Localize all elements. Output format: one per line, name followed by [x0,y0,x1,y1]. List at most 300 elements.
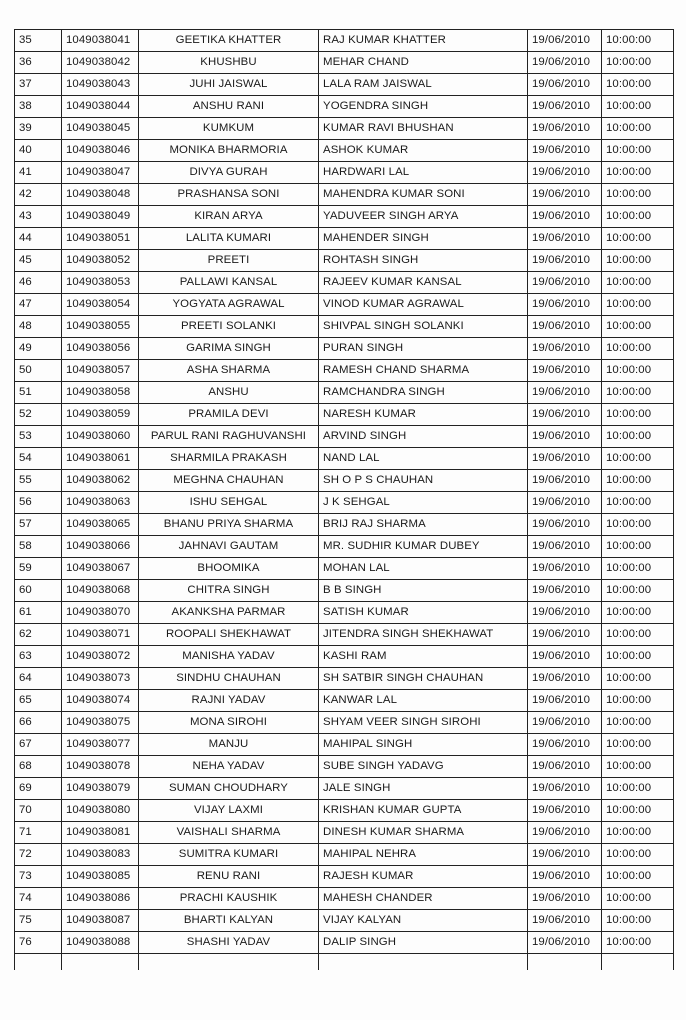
serial-number-cell: 40 [15,140,62,162]
roll-number-cell: 1049038083 [62,844,139,866]
candidate-name-cell: KUMKUM [139,118,319,140]
exam-date-cell: 19/06/2010 [528,316,602,338]
table-row [15,96,674,118]
father-name-cell: BRIJ RAJ SHARMA [319,514,528,536]
father-name-cell: MAHENDER SINGH [319,228,528,250]
exam-date-cell: 19/06/2010 [528,52,602,74]
serial-number-cell: 43 [15,206,62,228]
candidate-name-cell: GARIMA SINGH [139,338,319,360]
roll-number-cell: 1049038078 [62,756,139,778]
candidate-name-cell: ISHU SEHGAL [139,492,319,514]
candidate-name-cell: SHASHI YADAV [139,932,319,954]
exam-date-cell: 19/06/2010 [528,162,602,184]
exam-date-cell: 19/06/2010 [528,800,602,822]
candidate-name-cell: SINDHU CHAUHAN [139,668,319,690]
exam-time-cell: 10:00:00 [602,844,674,866]
table-row [15,712,674,734]
candidate-name-cell: BHARTI KALYAN [139,910,319,932]
candidate-name-cell: SHARMILA PRAKASH [139,448,319,470]
table-row [15,536,674,558]
exam-date-cell: 19/06/2010 [528,822,602,844]
table-row [15,140,674,162]
serial-number-cell: 69 [15,778,62,800]
exam-time-cell: 10:00:00 [602,778,674,800]
exam-time-cell: 10:00:00 [602,668,674,690]
father-name-cell: DINESH KUMAR SHARMA [319,822,528,844]
exam-time-cell: 10:00:00 [602,52,674,74]
father-name-cell: RAMCHANDRA SINGH [319,382,528,404]
table-row [15,448,674,470]
father-name-cell: YADUVEER SINGH ARYA [319,206,528,228]
candidate-name-cell: KHUSHBU [139,52,319,74]
roll-number-cell: 1049038087 [62,910,139,932]
exam-time-cell: 10:00:00 [602,228,674,250]
table-row [15,184,674,206]
roll-number-cell: 1049038081 [62,822,139,844]
serial-number-cell: 71 [15,822,62,844]
table-row [15,690,674,712]
table-row [15,888,674,910]
exam-date-cell: 19/06/2010 [528,932,602,954]
table-row [15,646,674,668]
table-row [15,800,674,822]
exam-date-cell: 19/06/2010 [528,382,602,404]
roll-number-cell: 1049038060 [62,426,139,448]
table-row [15,668,674,690]
roll-number-cell: 1049038072 [62,646,139,668]
roll-number-cell: 1049038080 [62,800,139,822]
exam-date-cell: 19/06/2010 [528,690,602,712]
father-name-cell: RAMESH CHAND SHARMA [319,360,528,382]
father-name-cell: HARDWARI LAL [319,162,528,184]
exam-date-cell: 19/06/2010 [528,140,602,162]
candidate-name-cell: ROOPALI SHEKHAWAT [139,624,319,646]
table-row [15,558,674,580]
candidate-name-cell: SUMAN CHOUDHARY [139,778,319,800]
serial-number-cell: 35 [15,30,62,52]
serial-number-cell: 47 [15,294,62,316]
exam-date-cell: 19/06/2010 [528,558,602,580]
father-name-cell: MAHESH CHANDER [319,888,528,910]
serial-number-cell: 37 [15,74,62,96]
candidate-name-cell: VIJAY LAXMI [139,800,319,822]
serial-number-cell: 46 [15,272,62,294]
exam-date-cell: 19/06/2010 [528,294,602,316]
exam-time-cell: 10:00:00 [602,734,674,756]
table-row [15,52,674,74]
serial-number-cell: 49 [15,338,62,360]
candidate-name-cell: RENU RANI [139,866,319,888]
empty-cell [602,954,674,970]
exam-date-cell: 19/06/2010 [528,118,602,140]
roll-number-cell: 1049038056 [62,338,139,360]
exam-time-cell: 10:00:00 [602,404,674,426]
exam-date-cell: 19/06/2010 [528,470,602,492]
roll-number-cell: 1049038051 [62,228,139,250]
table-row [15,844,674,866]
candidate-name-cell: ANSHU RANI [139,96,319,118]
father-name-cell: KUMAR RAVI BHUSHAN [319,118,528,140]
candidate-name-cell: MONA SIROHI [139,712,319,734]
exam-time-cell: 10:00:00 [602,118,674,140]
exam-time-cell: 10:00:00 [602,558,674,580]
exam-time-cell: 10:00:00 [602,162,674,184]
father-name-cell: DALIP SINGH [319,932,528,954]
roll-number-cell: 1049038044 [62,96,139,118]
candidate-table-body [15,30,674,970]
exam-time-cell: 10:00:00 [602,536,674,558]
candidate-name-cell: DIVYA GURAH [139,162,319,184]
candidate-name-cell: BHOOMIKA [139,558,319,580]
exam-time-cell: 10:00:00 [602,426,674,448]
candidate-name-cell: JAHNAVI GAUTAM [139,536,319,558]
exam-time-cell: 10:00:00 [602,272,674,294]
roll-number-cell: 1049038068 [62,580,139,602]
roll-number-cell: 1049038067 [62,558,139,580]
father-name-cell: MR. SUDHIR KUMAR DUBEY [319,536,528,558]
serial-number-cell: 42 [15,184,62,206]
table-row [15,602,674,624]
table-row [15,910,674,932]
candidate-name-cell: PALLAWI KANSAL [139,272,319,294]
candidate-name-cell: PREETI [139,250,319,272]
table-row [15,426,674,448]
candidate-name-cell: PREETI SOLANKI [139,316,319,338]
roll-number-cell: 1049038073 [62,668,139,690]
father-name-cell: NARESH KUMAR [319,404,528,426]
roll-number-cell: 1049038045 [62,118,139,140]
serial-number-cell: 75 [15,910,62,932]
serial-number-cell: 54 [15,448,62,470]
father-name-cell: SHIVPAL SINGH SOLANKI [319,316,528,338]
candidate-name-cell: ANSHU [139,382,319,404]
serial-number-cell: 38 [15,96,62,118]
exam-date-cell: 19/06/2010 [528,30,602,52]
roll-number-cell: 1049038065 [62,514,139,536]
exam-time-cell: 10:00:00 [602,316,674,338]
candidate-name-cell: KIRAN ARYA [139,206,319,228]
roll-number-cell: 1049038061 [62,448,139,470]
table-row [15,866,674,888]
exam-time-cell: 10:00:00 [602,492,674,514]
candidate-name-cell: MEGHNA CHAUHAN [139,470,319,492]
serial-number-cell: 36 [15,52,62,74]
candidate-name-cell: ASHA SHARMA [139,360,319,382]
exam-time-cell: 10:00:00 [602,910,674,932]
roll-number-cell: 1049038063 [62,492,139,514]
roll-number-cell: 1049038047 [62,162,139,184]
serial-number-cell: 45 [15,250,62,272]
exam-date-cell: 19/06/2010 [528,756,602,778]
candidate-name-cell: GEETIKA KHATTER [139,30,319,52]
exam-date-cell: 19/06/2010 [528,250,602,272]
father-name-cell: SATISH KUMAR [319,602,528,624]
exam-time-cell: 10:00:00 [602,800,674,822]
candidate-name-cell: MANISHA YADAV [139,646,319,668]
table-row [15,822,674,844]
exam-date-cell: 19/06/2010 [528,844,602,866]
exam-time-cell: 10:00:00 [602,470,674,492]
candidate-name-cell: PRAMILA DEVI [139,404,319,426]
father-name-cell: RAJESH KUMAR [319,866,528,888]
table-row [15,470,674,492]
exam-time-cell: 10:00:00 [602,580,674,602]
serial-number-cell: 51 [15,382,62,404]
father-name-cell: MAHENDRA KUMAR SONI [319,184,528,206]
exam-date-cell: 19/06/2010 [528,338,602,360]
father-name-cell: RAJEEV KUMAR KANSAL [319,272,528,294]
serial-number-cell: 67 [15,734,62,756]
roll-number-cell: 1049038043 [62,74,139,96]
father-name-cell: PURAN SINGH [319,338,528,360]
father-name-cell: RAJ KUMAR KHATTER [319,30,528,52]
exam-time-cell: 10:00:00 [602,932,674,954]
serial-number-cell: 68 [15,756,62,778]
table-row [15,228,674,250]
exam-time-cell: 10:00:00 [602,338,674,360]
exam-date-cell: 19/06/2010 [528,778,602,800]
serial-number-cell: 64 [15,668,62,690]
exam-date-cell: 19/06/2010 [528,206,602,228]
table-row [15,30,674,52]
roll-number-cell: 1049038053 [62,272,139,294]
serial-number-cell: 50 [15,360,62,382]
exam-time-cell: 10:00:00 [602,756,674,778]
candidate-name-cell: RAJNI YADAV [139,690,319,712]
exam-date-cell: 19/06/2010 [528,602,602,624]
exam-date-cell: 19/06/2010 [528,888,602,910]
table-row [15,118,674,140]
empty-cell [139,954,319,970]
exam-date-cell: 19/06/2010 [528,184,602,206]
roll-number-cell: 1049038048 [62,184,139,206]
serial-number-cell: 56 [15,492,62,514]
empty-cell [528,954,602,970]
exam-date-cell: 19/06/2010 [528,492,602,514]
father-name-cell: SHYAM VEER SINGH SIROHI [319,712,528,734]
serial-number-cell: 41 [15,162,62,184]
roll-number-cell: 1049038088 [62,932,139,954]
exam-time-cell: 10:00:00 [602,140,674,162]
table-row [15,756,674,778]
roll-number-cell: 1049038079 [62,778,139,800]
father-name-cell: JITENDRA SINGH SHEKHAWAT [319,624,528,646]
exam-time-cell: 10:00:00 [602,602,674,624]
table-row [15,162,674,184]
exam-time-cell: 10:00:00 [602,822,674,844]
exam-date-cell: 19/06/2010 [528,668,602,690]
roll-number-cell: 1049038041 [62,30,139,52]
exam-time-cell: 10:00:00 [602,866,674,888]
roll-number-cell: 1049038074 [62,690,139,712]
candidate-name-cell: AKANKSHA PARMAR [139,602,319,624]
serial-number-cell: 39 [15,118,62,140]
exam-time-cell: 10:00:00 [602,96,674,118]
father-name-cell: ASHOK KUMAR [319,140,528,162]
candidate-name-cell: YOGYATA AGRAWAL [139,294,319,316]
serial-number-cell: 48 [15,316,62,338]
exam-date-cell: 19/06/2010 [528,536,602,558]
exam-date-cell: 19/06/2010 [528,272,602,294]
exam-time-cell: 10:00:00 [602,712,674,734]
roll-number-cell: 1049038085 [62,866,139,888]
roll-number-cell: 1049038057 [62,360,139,382]
father-name-cell: MAHIPAL SINGH [319,734,528,756]
father-name-cell: KRISHAN KUMAR GUPTA [319,800,528,822]
table-row [15,382,674,404]
father-name-cell: B B SINGH [319,580,528,602]
table-row [15,778,674,800]
exam-time-cell: 10:00:00 [602,624,674,646]
father-name-cell: NAND LAL [319,448,528,470]
serial-number-cell: 59 [15,558,62,580]
table-row [15,932,674,954]
exam-date-cell: 19/06/2010 [528,404,602,426]
table-row [15,272,674,294]
candidate-name-cell: PARUL RANI RAGHUVANSHI [139,426,319,448]
exam-date-cell: 19/06/2010 [528,96,602,118]
serial-number-cell: 53 [15,426,62,448]
roll-number-cell: 1049038046 [62,140,139,162]
exam-date-cell: 19/06/2010 [528,580,602,602]
candidate-name-cell: CHITRA SINGH [139,580,319,602]
roll-number-cell: 1049038070 [62,602,139,624]
table-row [15,316,674,338]
serial-number-cell: 44 [15,228,62,250]
father-name-cell: JALE SINGH [319,778,528,800]
serial-number-cell: 57 [15,514,62,536]
serial-number-cell: 72 [15,844,62,866]
exam-time-cell: 10:00:00 [602,448,674,470]
roll-number-cell: 1049038071 [62,624,139,646]
roll-number-cell: 1049038052 [62,250,139,272]
table-row [15,514,674,536]
candidate-name-cell: PRACHI KAUSHIK [139,888,319,910]
candidate-name-cell: MANJU [139,734,319,756]
exam-date-cell: 19/06/2010 [528,514,602,536]
exam-time-cell: 10:00:00 [602,514,674,536]
candidate-name-cell: NEHA YADAV [139,756,319,778]
roll-number-cell: 1049038075 [62,712,139,734]
table-row [15,492,674,514]
table-row [15,74,674,96]
exam-date-cell: 19/06/2010 [528,228,602,250]
exam-date-cell: 19/06/2010 [528,360,602,382]
table-row [15,404,674,426]
serial-number-cell: 65 [15,690,62,712]
candidate-name-cell: BHANU PRIYA SHARMA [139,514,319,536]
roll-number-cell: 1049038086 [62,888,139,910]
serial-number-cell: 60 [15,580,62,602]
serial-number-cell: 62 [15,624,62,646]
exam-time-cell: 10:00:00 [602,206,674,228]
candidate-name-cell: PRASHANSA SONI [139,184,319,206]
exam-date-cell: 19/06/2010 [528,448,602,470]
roll-number-cell: 1049038066 [62,536,139,558]
roll-number-cell: 1049038077 [62,734,139,756]
serial-number-cell: 55 [15,470,62,492]
father-name-cell: ROHTASH SINGH [319,250,528,272]
serial-number-cell: 74 [15,888,62,910]
father-name-cell: SUBE SINGH YADAVG [319,756,528,778]
candidate-name-cell: JUHI JAISWAL [139,74,319,96]
roll-number-cell: 1049038054 [62,294,139,316]
serial-number-cell: 76 [15,932,62,954]
empty-table-row [15,954,674,970]
serial-number-cell: 73 [15,866,62,888]
father-name-cell: ARVIND SINGH [319,426,528,448]
roll-number-cell: 1049038055 [62,316,139,338]
candidate-name-cell: SUMITRA KUMARI [139,844,319,866]
table-row [15,624,674,646]
serial-number-cell: 61 [15,602,62,624]
exam-time-cell: 10:00:00 [602,184,674,206]
exam-date-cell: 19/06/2010 [528,866,602,888]
father-name-cell: SH SATBIR SINGH CHAUHAN [319,668,528,690]
father-name-cell: MOHAN LAL [319,558,528,580]
roll-number-cell: 1049038049 [62,206,139,228]
table-row [15,294,674,316]
exam-time-cell: 10:00:00 [602,30,674,52]
father-name-cell: SH O P S CHAUHAN [319,470,528,492]
candidate-name-cell: LALITA KUMARI [139,228,319,250]
father-name-cell: J K SEHGAL [319,492,528,514]
exam-time-cell: 10:00:00 [602,360,674,382]
father-name-cell: VINOD KUMAR AGRAWAL [319,294,528,316]
father-name-cell: MEHAR CHAND [319,52,528,74]
empty-cell [62,954,139,970]
table-row [15,206,674,228]
serial-number-cell: 63 [15,646,62,668]
table-row [15,250,674,272]
exam-date-cell: 19/06/2010 [528,734,602,756]
exam-date-cell: 19/06/2010 [528,624,602,646]
serial-number-cell: 52 [15,404,62,426]
father-name-cell: VIJAY KALYAN [319,910,528,932]
roll-number-cell: 1049038059 [62,404,139,426]
empty-cell [319,954,528,970]
father-name-cell: MAHIPAL NEHRA [319,844,528,866]
father-name-cell: YOGENDRA SINGH [319,96,528,118]
candidate-table [14,29,674,970]
serial-number-cell: 66 [15,712,62,734]
empty-cell [15,954,62,970]
roll-number-cell: 1049038042 [62,52,139,74]
exam-date-cell: 19/06/2010 [528,712,602,734]
table-row [15,734,674,756]
roll-number-cell: 1049038062 [62,470,139,492]
exam-time-cell: 10:00:00 [602,382,674,404]
exam-date-cell: 19/06/2010 [528,910,602,932]
exam-time-cell: 10:00:00 [602,888,674,910]
exam-time-cell: 10:00:00 [602,294,674,316]
table-row [15,338,674,360]
roll-number-cell: 1049038058 [62,382,139,404]
exam-time-cell: 10:00:00 [602,250,674,272]
candidate-name-cell: MONIKA BHARMORIA [139,140,319,162]
serial-number-cell: 58 [15,536,62,558]
exam-time-cell: 10:00:00 [602,74,674,96]
serial-number-cell: 70 [15,800,62,822]
candidate-name-cell: VAISHALI SHARMA [139,822,319,844]
father-name-cell: KASHI RAM [319,646,528,668]
exam-date-cell: 19/06/2010 [528,646,602,668]
exam-time-cell: 10:00:00 [602,690,674,712]
father-name-cell: LALA RAM JAISWAL [319,74,528,96]
table-row [15,580,674,602]
exam-time-cell: 10:00:00 [602,646,674,668]
exam-date-cell: 19/06/2010 [528,426,602,448]
